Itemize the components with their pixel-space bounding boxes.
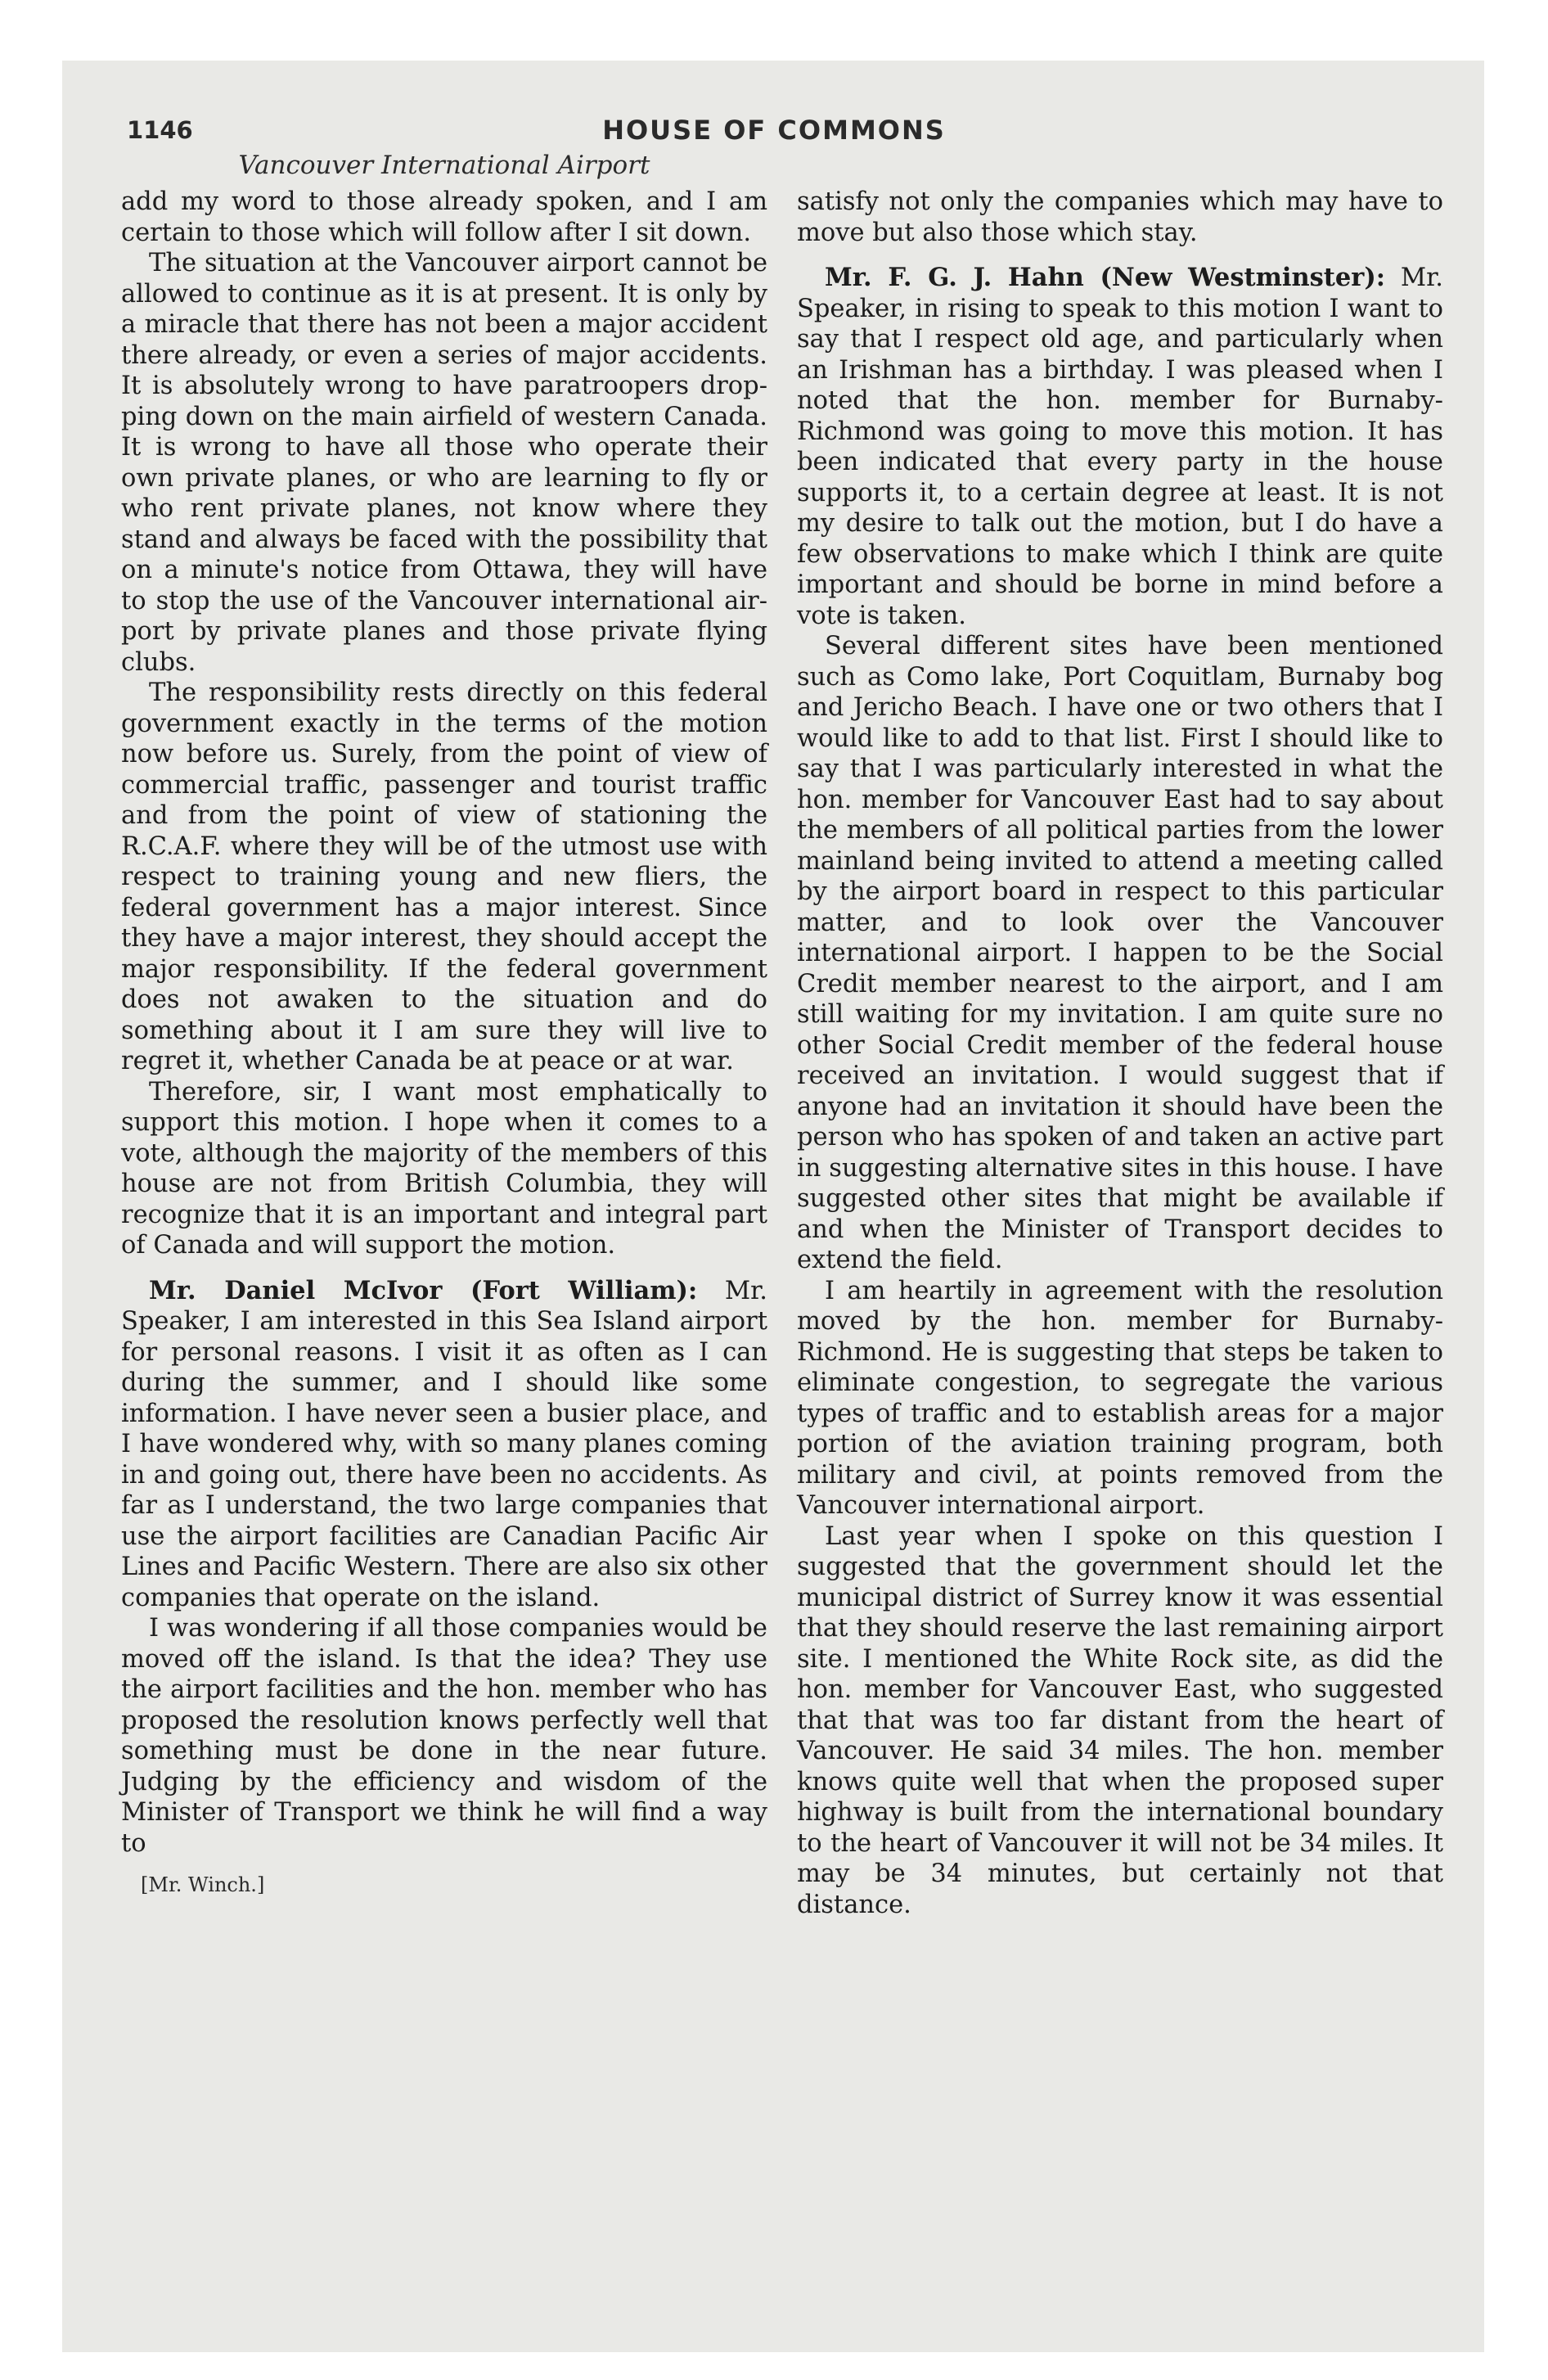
paragraph: satisfy not only the companies which may have to move but also those which stay. bbox=[797, 187, 1443, 247]
paragraph: Therefore, sir, I want most emphatically to support this motion. I hope when it comes to a vote, although the majority of the members of this house are not from British Columbia, they will recognize that it is an important and integral part of Canada and will support the motion. bbox=[121, 1077, 767, 1260]
speech-text: Mr. Speaker, in rising to speak to this motion I want to say that I respect old age, and particularly when an Irishman has a birthday. I was pleased when I noted that the hon. member for Burnaby-Richmond was going to move this motion. It has been indicated that every party in the house supports it, to a certain degree at least. It is not my desire to talk out the motion, but I do have a few observations to make which I think are quite important and should be borne in mind before a vote is taken. bbox=[797, 264, 1443, 630]
speaker-footnote: [Mr. Winch.] bbox=[141, 1873, 265, 1896]
page-number: 1146 bbox=[127, 116, 193, 144]
paragraph: add my word to those already spoken, and I am certain to those which will follow after I sit down. bbox=[121, 187, 767, 247]
speech-text: Mr. Speaker, I am interested in this Sea Island airport for personal reasons. I visit it as often as I can during the summer, and I should like some information. I have never seen a busier place, and I have wondered why, with so many planes coming in and going out, there have been no accidents. As far as I understand, the two large companies that use the airport facilities are Canadian Pacific Air Lines and Pacific Western. There are also six other companies that operate on the island. bbox=[121, 1276, 767, 1612]
right-column bbox=[797, 187, 1443, 1920]
paragraph: I was wondering if all those companies would be moved off the island. Is that the idea? They use the airport facilities and the hon. member who has proposed the resolution knows perfectly well that something must be done in the near future. Judging by the efficiency and wisdom of the Minister of Transport we think he will find a way to bbox=[121, 1614, 767, 1858]
speaker-name: Mr. Daniel McIvor (Fort William): bbox=[149, 1275, 698, 1305]
paragraph: The situation at the Vancouver airport cannot be allowed to continue as it is at present. It is only by a miracle that there has not been a major accident there already, or even a series of major accidents. It is absolutely wrong to have paratroopers dropping down on the main airfield of western Canada. It is wrong to have all those who operate their own private planes, or who are learning to fly or who rent private planes, not know where they stand and always be faced with the possibility that on a minute's notice from Ottawa, they will have to stop the use of the Vancouver international airport by private planes and those private flying clubs. bbox=[121, 249, 767, 677]
left-column bbox=[121, 187, 767, 1859]
page-title: HOUSE OF COMMONS bbox=[602, 115, 946, 146]
speech-paragraph bbox=[797, 263, 1443, 631]
speaker-name: Mr. F. G. J. Hahn (New Westminster): bbox=[825, 263, 1386, 292]
speech-paragraph bbox=[121, 1276, 767, 1614]
paragraph: The responsibility rests directly on this federal government exactly in the terms of the motion now before us. Surely, from the point of view of commercial traffic, passenger and tourist traffic and from the point of view of stationing the R.C.A.F. where they will be of the utmost use with respect to training young and new fliers, the federal government has a major interest. Since they have a major interest, they should accept the major responsibility. If the federal government does not awaken to the situation and do something about it I am sure they will live to regret it, whether Canada be at peace or at war. bbox=[121, 678, 767, 1075]
paragraph: Several different sites have been mentioned such as Como lake, Port Coquitlam, Burnaby bog and Jericho Beach. I have one or two others that I would like to add to that list. First I should like to say that I was particularly interested in what the hon. member for Vancouver East had to say about the members of all political parties from the lower mainland being invited to attend a meeting called by the airport board in respect to this particular matter, and to look over the Vancouver international airport. I happen to be the Social Credit member nearest to the airport, and I am still waiting for my invitation. I am quite sure no other Social Credit member of the federal house received an invitation. I would suggest that if anyone had an invitation it should have been the person who has spoken of and taken an active part in suggesting alternative sites in this house. I have suggested other sites that might be available if and when the Minister of Transport decides to extend the field. bbox=[797, 632, 1443, 1274]
paragraph: I am heartily in agreement with the resolution moved by the hon. member for Burnaby-Richmond. He is suggesting that steps be taken to eliminate congestion, to segregate the various types of traffic and to establish areas for a major portion of the aviation training program, both military and civil, at points removed from the Vancouver international airport. bbox=[797, 1276, 1443, 1520]
running-head: Vancouver International Airport bbox=[238, 151, 650, 180]
paragraph: Last year when I spoke on this question I suggested that the government should let the municipal district of Surrey know it was essential that they should reserve the last remaining airport site. I mentioned the White Rock site, as did the hon. member for Vancouver East, who suggested that that was too far distant from the heart of Vancouver. He said 34 miles. The hon. member knows quite well that when the proposed super highway is built from the international boundary to the heart of Vancouver it will not be 34 miles. It may be 34 minutes, but certainly not that distance. bbox=[797, 1521, 1443, 1919]
